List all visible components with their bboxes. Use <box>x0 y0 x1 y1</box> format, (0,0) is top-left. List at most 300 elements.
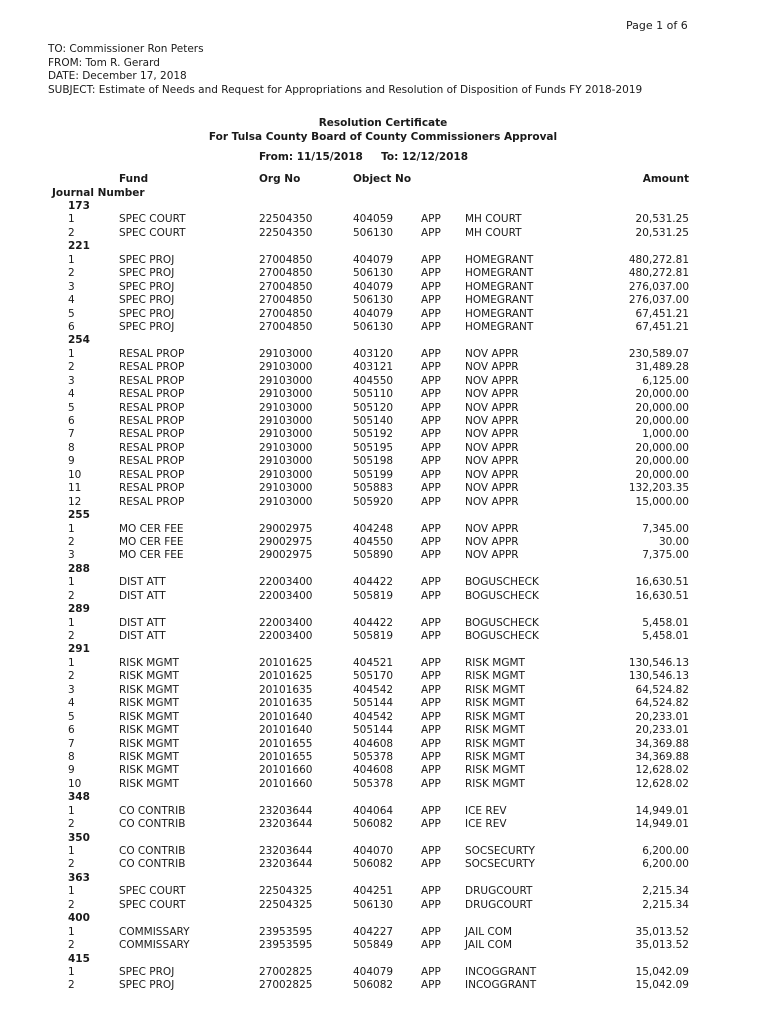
table-row <box>0 885 770 898</box>
cell-fund: CO CONTRIB <box>119 858 186 871</box>
cell-description: RISK MGMT <box>465 764 525 777</box>
cell-fund: RISK MGMT <box>119 683 179 696</box>
table-row <box>0 657 770 670</box>
cell-object-number: 505110 <box>353 388 394 401</box>
table-row <box>0 281 770 294</box>
cell-line-number: 10 <box>68 777 82 790</box>
cell-object-number: 505199 <box>353 468 394 481</box>
cell-description: HOMEGRANT <box>465 253 534 266</box>
cell-line-number: 1 <box>68 804 75 817</box>
cell-org-number: 29002975 <box>259 522 313 535</box>
cell-type: APP <box>421 455 441 468</box>
cell-line-number: 1 <box>68 885 75 898</box>
cell-object-number: 506082 <box>353 979 394 992</box>
cell-line-number: 1 <box>68 347 75 360</box>
cell-object-number: 404248 <box>353 522 394 535</box>
cell-type: APP <box>421 670 441 683</box>
cell-org-number: 29103000 <box>259 374 313 387</box>
memo-from: FROM: Tom R. Gerard <box>48 56 160 69</box>
cell-object-number: 404064 <box>353 804 394 817</box>
cell-description: RISK MGMT <box>465 777 525 790</box>
cell-fund: RISK MGMT <box>119 656 179 669</box>
cell-fund: RESAL PROP <box>119 415 185 427</box>
table-row <box>0 348 770 361</box>
cell-amount: 20,000.00 <box>635 468 689 481</box>
cell-object-number: 404079 <box>353 253 394 266</box>
cell-org-number: 23203644 <box>259 818 313 831</box>
memo-header <box>48 43 642 97</box>
cell-line-number: 3 <box>68 549 75 562</box>
table-row <box>0 388 770 401</box>
cell-type: APP <box>421 777 441 790</box>
cell-line-number: 2 <box>68 630 75 642</box>
cell-type: APP <box>421 965 441 978</box>
cell-fund: RISK MGMT <box>119 777 179 790</box>
cell-org-number: 20101625 <box>259 656 313 669</box>
cell-object-number: 505120 <box>353 401 394 414</box>
cell-fund: SPEC PROJ <box>119 965 175 978</box>
cell-type: APP <box>421 724 441 737</box>
cell-type: APP <box>421 630 441 642</box>
cell-description: HOMEGRANT <box>465 280 534 293</box>
cell-amount: 20,000.00 <box>635 415 689 427</box>
cell-org-number: 27002825 <box>259 979 313 992</box>
cell-fund: RISK MGMT <box>119 697 179 710</box>
table-row <box>0 778 770 791</box>
cell-type: APP <box>421 347 441 360</box>
cell-org-number: 20101655 <box>259 737 313 750</box>
cell-object-number: 404070 <box>353 845 394 857</box>
table-row <box>0 254 770 267</box>
cell-fund: RESAL PROP <box>119 482 185 495</box>
cell-org-number: 27004850 <box>259 267 313 280</box>
cell-amount: 31,489.28 <box>635 361 689 374</box>
cell-org-number: 29103000 <box>259 495 313 508</box>
table-row <box>0 227 770 240</box>
cell-amount: 276,037.00 <box>628 280 689 293</box>
cell-description: NOV APPR <box>465 482 519 495</box>
cell-description: NOV APPR <box>465 388 519 401</box>
cell-type: APP <box>421 522 441 535</box>
cell-object-number: 404550 <box>353 374 394 387</box>
journal-number: 221 <box>68 240 90 253</box>
cell-fund: SPEC PROJ <box>119 307 175 320</box>
cell-type: APP <box>421 804 441 817</box>
cell-type: APP <box>421 388 441 401</box>
journal-number: 289 <box>68 603 90 616</box>
cell-amount: 130,546.13 <box>628 670 689 683</box>
table-row <box>0 523 770 536</box>
cell-object-number: 505144 <box>353 697 394 710</box>
cell-fund: DIST ATT <box>119 589 166 602</box>
cell-line-number: 4 <box>68 294 75 307</box>
cell-amount: 12,628.02 <box>635 777 689 790</box>
cell-org-number: 20101660 <box>259 777 313 790</box>
cell-object-number: 505890 <box>353 549 394 562</box>
cell-description: RISK MGMT <box>465 737 525 750</box>
cell-line-number: 9 <box>68 764 75 777</box>
cell-description: NOV APPR <box>465 415 519 427</box>
cell-org-number: 27004850 <box>259 253 313 266</box>
cell-object-number: 404608 <box>353 737 394 750</box>
cell-type: APP <box>421 361 441 374</box>
cell-org-number: 22003400 <box>259 630 313 642</box>
cell-fund: DIST ATT <box>119 630 166 642</box>
cell-type: APP <box>421 495 441 508</box>
table-row <box>0 267 770 280</box>
cell-object-number: 404550 <box>353 535 394 548</box>
cell-type: APP <box>421 253 441 266</box>
cell-object-number: 505819 <box>353 630 394 642</box>
cell-fund: MO CER FEE <box>119 549 184 562</box>
date-range-from: From: 11/15/2018 <box>259 151 363 163</box>
cell-description: NOV APPR <box>465 455 519 468</box>
cell-description: HOMEGRANT <box>465 320 534 333</box>
table-row <box>0 496 770 509</box>
cell-org-number: 27002825 <box>259 965 313 978</box>
cell-amount: 20,000.00 <box>635 401 689 414</box>
cell-object-number: 403120 <box>353 347 394 360</box>
cell-object-number: 506130 <box>353 898 394 911</box>
cell-amount: 15,042.09 <box>635 965 689 978</box>
table-row <box>0 751 770 764</box>
cell-description: NOV APPR <box>465 374 519 387</box>
journal-number: 173 <box>68 200 90 212</box>
cell-fund: RESAL PROP <box>119 441 185 454</box>
column-header-journal: Journal Number <box>52 187 145 199</box>
memo-date: DATE: December 17, 2018 <box>48 70 187 83</box>
cell-description: RISK MGMT <box>465 683 525 696</box>
cell-line-number: 2 <box>68 226 75 239</box>
cell-description: RISK MGMT <box>465 710 525 723</box>
journal-number: 255 <box>68 509 90 522</box>
cell-amount: 20,233.01 <box>635 724 689 737</box>
cell-amount: 1,000.00 <box>642 428 689 441</box>
cell-object-number: 505378 <box>353 777 394 790</box>
cell-description: HOMEGRANT <box>465 307 534 320</box>
cell-type: APP <box>421 374 441 387</box>
cell-line-number: 6 <box>68 320 75 333</box>
cell-type: APP <box>421 697 441 710</box>
cell-line-number: 2 <box>68 535 75 548</box>
cell-description: MH COURT <box>465 213 522 226</box>
cell-amount: 67,451.21 <box>635 320 689 333</box>
table-row <box>0 845 770 858</box>
table-row <box>0 590 770 603</box>
cell-amount: 34,369.88 <box>635 737 689 750</box>
cell-amount: 67,451.21 <box>635 307 689 320</box>
cell-description: INCOGGRANT <box>465 965 537 978</box>
cell-description: RISK MGMT <box>465 670 525 683</box>
cell-description: BOGUSCHECK <box>465 616 539 629</box>
cell-amount: 2,215.34 <box>642 898 689 911</box>
cell-object-number: 404079 <box>353 965 394 978</box>
table-row <box>0 415 770 428</box>
cell-line-number: 5 <box>68 710 75 723</box>
cell-amount: 480,272.81 <box>628 253 689 266</box>
cell-fund: RISK MGMT <box>119 724 179 737</box>
cell-line-number: 2 <box>68 979 75 992</box>
cell-org-number: 27004850 <box>259 320 313 333</box>
cell-description: NOV APPR <box>465 441 519 454</box>
journal-table <box>0 200 770 993</box>
cell-amount: 35,013.52 <box>635 925 689 938</box>
cell-type: APP <box>421 468 441 481</box>
cell-type: APP <box>421 939 441 952</box>
document-subtitle: For Tulsa County Board of County Commissioners Approval <box>208 131 558 143</box>
cell-line-number: 2 <box>68 858 75 871</box>
table-row <box>0 576 770 589</box>
cell-type: APP <box>421 656 441 669</box>
journal-number: 348 <box>68 791 90 804</box>
cell-org-number: 20101635 <box>259 697 313 710</box>
cell-line-number: 8 <box>68 441 75 454</box>
cell-fund: SPEC PROJ <box>119 979 175 992</box>
cell-fund: SPEC COURT <box>119 885 186 898</box>
page-number: Page 1 of 6 <box>626 19 688 32</box>
cell-amount: 15,000.00 <box>635 495 689 508</box>
table-row <box>0 899 770 912</box>
cell-fund: MO CER FEE <box>119 522 184 535</box>
cell-amount: 2,215.34 <box>642 885 689 898</box>
table-row <box>0 926 770 939</box>
table-row <box>0 979 770 992</box>
cell-fund: SPEC PROJ <box>119 294 175 307</box>
table-row <box>0 361 770 374</box>
cell-org-number: 29103000 <box>259 415 313 427</box>
column-header-object: Object No <box>353 173 412 185</box>
cell-line-number: 2 <box>68 898 75 911</box>
journal-number: 415 <box>68 952 90 965</box>
date-range <box>259 151 468 163</box>
cell-line-number: 1 <box>68 616 75 629</box>
cell-line-number: 6 <box>68 415 75 427</box>
cell-line-number: 11 <box>68 482 82 495</box>
cell-description: NOV APPR <box>465 468 519 481</box>
cell-type: APP <box>421 482 441 495</box>
cell-amount: 16,630.51 <box>635 576 689 589</box>
cell-line-number: 8 <box>68 750 75 763</box>
cell-object-number: 505378 <box>353 750 394 763</box>
cell-amount: 276,037.00 <box>628 294 689 307</box>
cell-type: APP <box>421 818 441 831</box>
cell-line-number: 2 <box>68 670 75 683</box>
date-range-to: To: 12/12/2018 <box>381 151 469 163</box>
cell-fund: DIST ATT <box>119 616 166 629</box>
cell-line-number: 12 <box>68 495 82 508</box>
cell-description: NOV APPR <box>465 549 519 562</box>
cell-object-number: 505140 <box>353 415 394 427</box>
cell-fund: CO CONTRIB <box>119 818 186 831</box>
table-row <box>0 858 770 871</box>
table-row <box>0 375 770 388</box>
cell-line-number: 1 <box>68 656 75 669</box>
cell-line-number: 1 <box>68 576 75 589</box>
cell-line-number: 2 <box>68 818 75 831</box>
cell-object-number: 404422 <box>353 616 394 629</box>
table-row <box>0 670 770 683</box>
cell-line-number: 7 <box>68 737 75 750</box>
cell-fund: RISK MGMT <box>119 670 179 683</box>
cell-org-number: 22504325 <box>259 885 313 898</box>
cell-description: NOV APPR <box>465 347 519 360</box>
cell-description: DRUGCOURT <box>465 898 533 911</box>
cell-org-number: 20101655 <box>259 750 313 763</box>
cell-amount: 20,000.00 <box>635 388 689 401</box>
cell-description: HOMEGRANT <box>465 294 534 307</box>
cell-object-number: 404608 <box>353 764 394 777</box>
table-row <box>0 402 770 415</box>
table-row <box>0 684 770 697</box>
cell-description: MH COURT <box>465 226 522 239</box>
cell-org-number: 23203644 <box>259 804 313 817</box>
table-row <box>0 294 770 307</box>
cell-fund: MO CER FEE <box>119 535 184 548</box>
cell-line-number: 9 <box>68 455 75 468</box>
cell-object-number: 506130 <box>353 226 394 239</box>
cell-amount: 130,546.13 <box>628 656 689 669</box>
cell-object-number: 505849 <box>353 939 394 952</box>
cell-description: BOGUSCHECK <box>465 589 539 602</box>
cell-description: NOV APPR <box>465 428 519 441</box>
cell-object-number: 404542 <box>353 710 394 723</box>
cell-fund: DIST ATT <box>119 576 166 589</box>
cell-fund: CO CONTRIB <box>119 804 186 817</box>
cell-line-number: 5 <box>68 401 75 414</box>
cell-type: APP <box>421 925 441 938</box>
column-header-fund: Fund <box>119 173 149 185</box>
cell-type: APP <box>421 845 441 857</box>
cell-object-number: 505192 <box>353 428 394 441</box>
cell-org-number: 29103000 <box>259 361 313 374</box>
cell-fund: RESAL PROP <box>119 374 185 387</box>
cell-fund: RESAL PROP <box>119 347 185 360</box>
cell-type: APP <box>421 280 441 293</box>
cell-object-number: 404227 <box>353 925 394 938</box>
cell-type: APP <box>421 885 441 898</box>
document-titles <box>0 116 770 144</box>
cell-fund: COMMISSARY <box>119 939 190 952</box>
journal-number: 350 <box>68 831 90 844</box>
cell-description: JAIL COM <box>465 925 513 938</box>
cell-object-number: 403121 <box>353 361 394 374</box>
cell-line-number: 3 <box>68 683 75 696</box>
cell-org-number: 23953595 <box>259 939 313 952</box>
cell-type: APP <box>421 589 441 602</box>
table-row <box>0 428 770 441</box>
cell-type: APP <box>421 267 441 280</box>
journal-number: 254 <box>68 334 90 347</box>
cell-amount: 16,630.51 <box>635 589 689 602</box>
cell-type: APP <box>421 683 441 696</box>
table-row <box>0 966 770 979</box>
table-row <box>0 321 770 334</box>
cell-org-number: 22003400 <box>259 576 313 589</box>
table-row <box>0 549 770 562</box>
cell-object-number: 505144 <box>353 724 394 737</box>
cell-line-number: 10 <box>68 468 82 481</box>
cell-org-number: 29103000 <box>259 482 313 495</box>
cell-org-number: 23203644 <box>259 845 313 857</box>
cell-org-number: 29002975 <box>259 549 313 562</box>
cell-org-number: 20101640 <box>259 710 313 723</box>
cell-line-number: 2 <box>68 589 75 602</box>
cell-fund: RESAL PROP <box>119 428 185 441</box>
cell-line-number: 2 <box>68 267 75 280</box>
table-row <box>0 724 770 737</box>
cell-amount: 64,524.82 <box>635 697 689 710</box>
cell-type: APP <box>421 710 441 723</box>
cell-amount: 34,369.88 <box>635 750 689 763</box>
memo-subject: SUBJECT: Estimate of Needs and Request for Appropriations and Resolution of Disposition of Funds FY 2018-2019 <box>48 83 643 96</box>
table-row <box>0 482 770 495</box>
cell-amount: 15,042.09 <box>635 979 689 992</box>
cell-org-number: 29103000 <box>259 347 313 360</box>
cell-type: APP <box>421 737 441 750</box>
cell-object-number: 505170 <box>353 670 394 683</box>
table-row <box>0 213 770 226</box>
cell-type: APP <box>421 428 441 441</box>
cell-line-number: 1 <box>68 965 75 978</box>
cell-object-number: 505195 <box>353 441 394 454</box>
cell-line-number: 3 <box>68 280 75 293</box>
table-row <box>0 697 770 710</box>
cell-fund: RESAL PROP <box>119 455 185 468</box>
document-title: Resolution Certificate <box>318 117 448 129</box>
table-row <box>0 617 770 630</box>
cell-type: APP <box>421 858 441 871</box>
cell-object-number: 404079 <box>353 307 394 320</box>
cell-object-number: 505920 <box>353 495 394 508</box>
cell-description: NOV APPR <box>465 401 519 414</box>
journal-number: 291 <box>68 643 90 656</box>
cell-fund: SPEC PROJ <box>119 280 175 293</box>
cell-org-number: 20101635 <box>259 683 313 696</box>
cell-amount: 7,345.00 <box>642 522 689 535</box>
cell-amount: 14,949.01 <box>635 818 689 831</box>
cell-fund: RESAL PROP <box>119 401 185 414</box>
cell-description: RISK MGMT <box>465 656 525 669</box>
cell-line-number: 1 <box>68 253 75 266</box>
cell-amount: 20,531.25 <box>635 213 689 226</box>
cell-description: BOGUSCHECK <box>465 630 539 642</box>
cell-type: APP <box>421 750 441 763</box>
cell-type: APP <box>421 294 441 307</box>
cell-fund: SPEC PROJ <box>119 320 175 333</box>
cell-type: APP <box>421 226 441 239</box>
cell-description: RISK MGMT <box>465 750 525 763</box>
cell-description: DRUGCOURT <box>465 885 533 898</box>
cell-org-number: 29103000 <box>259 441 313 454</box>
cell-line-number: 3 <box>68 374 75 387</box>
cell-org-number: 27004850 <box>259 280 313 293</box>
cell-line-number: 6 <box>68 724 75 737</box>
table-row <box>0 630 770 643</box>
cell-org-number: 27004850 <box>259 294 313 307</box>
cell-description: NOV APPR <box>465 495 519 508</box>
cell-description: NOV APPR <box>465 535 519 548</box>
table-row <box>0 738 770 751</box>
cell-amount: 6,125.00 <box>642 374 689 387</box>
cell-org-number: 29103000 <box>259 401 313 414</box>
cell-fund: SPEC COURT <box>119 226 186 239</box>
cell-org-number: 22003400 <box>259 589 313 602</box>
cell-amount: 20,233.01 <box>635 710 689 723</box>
cell-org-number: 29103000 <box>259 468 313 481</box>
cell-type: APP <box>421 320 441 333</box>
cell-fund: SPEC PROJ <box>119 267 175 280</box>
cell-fund: RESAL PROP <box>119 361 185 374</box>
